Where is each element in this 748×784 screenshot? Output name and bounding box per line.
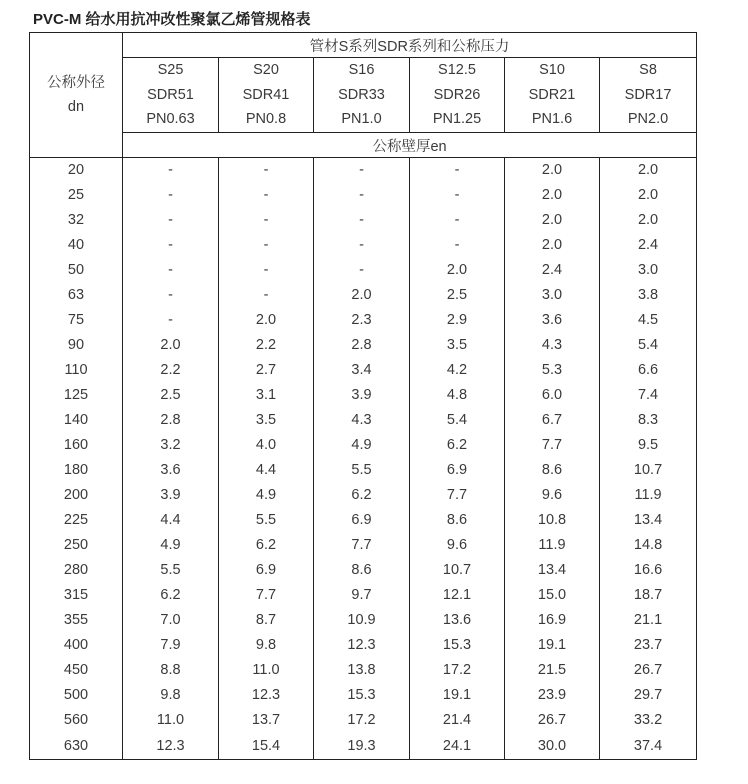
series-pn: PN1.0 [341, 111, 382, 128]
table-row [30, 458, 697, 483]
wall-thickness-cell: 2.4 [600, 233, 697, 258]
wall-thickness-cell: 2.3 [314, 308, 410, 333]
dn-cell: 25 [30, 183, 123, 208]
wall-thickness-cell: 12.3 [219, 683, 314, 708]
series-sdr: SDR41 [242, 86, 290, 103]
wall-thickness-cell: 2.8 [314, 333, 410, 358]
wall-thickness-cell: - [314, 158, 410, 184]
table-row [30, 233, 697, 258]
wall-thickness-cell: - [410, 158, 505, 184]
wall-thickness-cell: 9.6 [505, 483, 600, 508]
wall-thickness-cell: - [314, 208, 410, 233]
wall-thickness-cell: 37.4 [600, 733, 697, 760]
wall-thickness-cell: 2.0 [600, 208, 697, 233]
wall-thickness-cell: 13.7 [219, 708, 314, 733]
wall-thickness-cell: 6.9 [219, 558, 314, 583]
wall-thickness-cell: - [410, 183, 505, 208]
wall-thickness-cell: 5.5 [219, 508, 314, 533]
wall-thickness-cell: 15.0 [505, 583, 600, 608]
wall-thickness-cell: 4.9 [219, 483, 314, 508]
dn-cell: 225 [30, 508, 123, 533]
series-header-s20 [219, 58, 314, 133]
series-s: S8 [639, 62, 657, 79]
wall-thickness-cell: 2.0 [219, 308, 314, 333]
wall-thickness-cell: 4.0 [219, 433, 314, 458]
wall-thickness-cell: 2.0 [505, 183, 600, 208]
wall-thickness-cell: 4.3 [314, 408, 410, 433]
wall-thickness-cell: 4.4 [219, 458, 314, 483]
wall-thickness-cell: 2.5 [410, 283, 505, 308]
wall-thickness-cell: 3.4 [314, 358, 410, 383]
wall-thickness-cell: 8.3 [600, 408, 697, 433]
series-s: S12.5 [438, 62, 476, 79]
wall-thickness-cell: 7.7 [505, 433, 600, 458]
wall-thickness-cell: 8.6 [314, 558, 410, 583]
table-row [30, 583, 697, 608]
wall-thickness-cell: 14.8 [600, 533, 697, 558]
series-sdr: SDR33 [338, 86, 385, 103]
wall-thickness-cell: 8.8 [123, 658, 219, 683]
table-row [30, 183, 697, 208]
wall-thickness-cell: - [219, 208, 314, 233]
wall-thickness-cell: - [123, 208, 219, 233]
wall-thickness-cell: 3.0 [505, 283, 600, 308]
wall-thickness-cell: 13.4 [505, 558, 600, 583]
wall-thickness-cell: - [219, 258, 314, 283]
dn-cell: 355 [30, 608, 123, 633]
series-group-header: 管材S系列SDR系列和公称压力 [123, 33, 697, 58]
table-row [30, 533, 697, 558]
table-row [30, 508, 697, 533]
dn-label: 公称外径 [47, 75, 105, 91]
wall-thickness-cell: 33.2 [600, 708, 697, 733]
wall-thickness-cell: 2.0 [505, 158, 600, 184]
wall-thickness-cell: 4.5 [600, 308, 697, 333]
wall-thickness-cell: 2.8 [123, 408, 219, 433]
series-header-s8 [600, 58, 697, 133]
wall-thickness-cell: 10.8 [505, 508, 600, 533]
series-s: S25 [157, 62, 184, 79]
wall-thickness-cell: 13.4 [600, 508, 697, 533]
table-row [30, 633, 697, 658]
table-row [30, 258, 697, 283]
series-header-s10 [505, 58, 600, 133]
wall-thickness-cell: 21.4 [410, 708, 505, 733]
wall-thickness-cell: 4.9 [314, 433, 410, 458]
wall-thickness-cell: 5.5 [314, 458, 410, 483]
wall-thickness-cell: 10.7 [600, 458, 697, 483]
wall-thickness-cell: 13.6 [410, 608, 505, 633]
wall-thickness-cell: 30.0 [505, 733, 600, 760]
wall-thickness-cell: - [410, 233, 505, 258]
wall-thickness-cell: - [219, 233, 314, 258]
dn-header [30, 33, 123, 158]
dn-unit: dn [67, 99, 85, 115]
wall-thickness-cell: 5.5 [123, 558, 219, 583]
dn-cell: 560 [30, 708, 123, 733]
wall-thickness-cell: 2.0 [410, 258, 505, 283]
wall-thickness-cell: 6.2 [123, 583, 219, 608]
wall-thickness-cell: 7.7 [314, 533, 410, 558]
wall-thickness-cell: 11.9 [600, 483, 697, 508]
wall-thickness-cell: 18.7 [600, 583, 697, 608]
wall-thickness-cell: 26.7 [505, 708, 600, 733]
series-header-s25 [123, 58, 219, 133]
wall-thickness-cell: 3.8 [600, 283, 697, 308]
wall-thickness-cell: 6.9 [314, 508, 410, 533]
wall-thickness-cell: 12.3 [123, 733, 219, 760]
wall-thickness-cell: - [123, 283, 219, 308]
wall-thickness-cell: 12.3 [314, 633, 410, 658]
wall-thickness-cell: - [219, 158, 314, 184]
table-row [30, 658, 697, 683]
wall-thickness-header: 公称壁厚en [123, 133, 697, 158]
table-row [30, 158, 697, 184]
series-s: S16 [348, 62, 375, 79]
series-pn: PN0.63 [146, 111, 195, 128]
dn-cell: 500 [30, 683, 123, 708]
dn-cell: 125 [30, 383, 123, 408]
wall-thickness-cell: 29.7 [600, 683, 697, 708]
wall-thickness-cell: 2.0 [505, 208, 600, 233]
wall-thickness-cell: 9.8 [219, 633, 314, 658]
wall-thickness-cell: 2.0 [314, 283, 410, 308]
dn-cell: 90 [30, 333, 123, 358]
wall-thickness-cell: 23.9 [505, 683, 600, 708]
dn-cell: 75 [30, 308, 123, 333]
wall-thickness-cell: - [123, 258, 219, 283]
dn-cell: 280 [30, 558, 123, 583]
series-sdr: SDR51 [147, 86, 194, 103]
wall-thickness-cell: 19.3 [314, 733, 410, 760]
wall-thickness-cell: 7.7 [410, 483, 505, 508]
series-sdr: SDR17 [624, 86, 672, 103]
dn-cell: 200 [30, 483, 123, 508]
wall-thickness-cell: 21.5 [505, 658, 600, 683]
wall-thickness-cell: 3.0 [600, 258, 697, 283]
wall-thickness-cell: 8.6 [505, 458, 600, 483]
wall-thickness-cell: 2.0 [505, 233, 600, 258]
wall-thickness-cell: 7.4 [600, 383, 697, 408]
wall-thickness-cell: 15.3 [314, 683, 410, 708]
wall-thickness-cell: 4.4 [123, 508, 219, 533]
series-sdr: SDR26 [433, 86, 481, 103]
wall-thickness-cell: 3.9 [314, 383, 410, 408]
wall-thickness-cell: 15.4 [219, 733, 314, 760]
wall-thickness-cell: 5.4 [600, 333, 697, 358]
wall-thickness-cell: 9.7 [314, 583, 410, 608]
wall-thickness-cell: 15.3 [410, 633, 505, 658]
wall-thickness-cell: 7.9 [123, 633, 219, 658]
wall-thickness-cell: - [314, 258, 410, 283]
series-header-s16 [314, 58, 410, 133]
wall-thickness-cell: 9.5 [600, 433, 697, 458]
series-pn: PN1.6 [531, 111, 573, 128]
wall-thickness-cell: 9.8 [123, 683, 219, 708]
table-row [30, 283, 697, 308]
wall-thickness-cell: 2.7 [219, 358, 314, 383]
dn-cell: 32 [30, 208, 123, 233]
wall-thickness-cell: 6.9 [410, 458, 505, 483]
wall-thickness-cell: 6.6 [600, 358, 697, 383]
wall-thickness-cell: - [410, 208, 505, 233]
wall-thickness-cell: 16.9 [505, 608, 600, 633]
wall-thickness-cell: 16.6 [600, 558, 697, 583]
wall-thickness-cell: 24.1 [410, 733, 505, 760]
dn-cell: 50 [30, 258, 123, 283]
wall-thickness-cell: 19.1 [505, 633, 600, 658]
table-row [30, 333, 697, 358]
wall-thickness-cell: 17.2 [410, 658, 505, 683]
wall-thickness-cell: 7.0 [123, 608, 219, 633]
dn-cell: 63 [30, 283, 123, 308]
dn-cell: 315 [30, 583, 123, 608]
table-title: PVC-M 给水用抗冲改性聚氯乙烯管规格表 [33, 11, 311, 28]
dn-cell: 110 [30, 358, 123, 383]
wall-thickness-cell: 7.7 [219, 583, 314, 608]
series-pn: PN2.0 [627, 111, 669, 128]
wall-thickness-cell: 4.2 [410, 358, 505, 383]
dn-cell: 450 [30, 658, 123, 683]
wall-thickness-cell: 6.2 [219, 533, 314, 558]
wall-thickness-cell: - [123, 183, 219, 208]
wall-thickness-cell: 13.8 [314, 658, 410, 683]
wall-thickness-cell: 26.7 [600, 658, 697, 683]
table-row [30, 208, 697, 233]
wall-thickness-cell: 17.2 [314, 708, 410, 733]
table-row [30, 733, 697, 760]
wall-thickness-cell: 3.5 [410, 333, 505, 358]
dn-cell: 250 [30, 533, 123, 558]
wall-thickness-cell: 11.0 [123, 708, 219, 733]
wall-thickness-cell: 2.5 [123, 383, 219, 408]
series-s: S10 [539, 62, 565, 79]
wall-thickness-cell: 3.1 [219, 383, 314, 408]
wall-thickness-cell: 8.7 [219, 608, 314, 633]
series-pn: PN0.8 [245, 111, 287, 128]
series-s: S20 [253, 62, 279, 79]
wall-thickness-cell: - [123, 158, 219, 184]
wall-thickness-cell: 19.1 [410, 683, 505, 708]
wall-thickness-cell: 2.0 [600, 183, 697, 208]
table-row [30, 683, 697, 708]
wall-thickness-cell: - [219, 183, 314, 208]
wall-thickness-cell: 3.5 [219, 408, 314, 433]
dn-cell: 400 [30, 633, 123, 658]
wall-thickness-cell: 2.2 [219, 333, 314, 358]
dn-cell: 140 [30, 408, 123, 433]
wall-thickness-cell: 3.9 [123, 483, 219, 508]
dn-cell: 630 [30, 733, 123, 760]
wall-thickness-cell: - [314, 233, 410, 258]
table-row [30, 408, 697, 433]
table-row [30, 608, 697, 633]
table-row [30, 558, 697, 583]
wall-thickness-cell: 6.2 [410, 433, 505, 458]
dn-cell: 180 [30, 458, 123, 483]
wall-thickness-cell: 11.0 [219, 658, 314, 683]
wall-thickness-cell: 10.7 [410, 558, 505, 583]
wall-thickness-cell: 4.9 [123, 533, 219, 558]
table-row [30, 483, 697, 508]
dn-cell: 20 [30, 158, 123, 184]
wall-thickness-cell: 3.6 [505, 308, 600, 333]
wall-thickness-cell: 2.0 [600, 158, 697, 184]
wall-thickness-cell: 8.6 [410, 508, 505, 533]
wall-thickness-cell: 2.9 [410, 308, 505, 333]
wall-thickness-cell: - [123, 308, 219, 333]
table-row [30, 433, 697, 458]
wall-thickness-cell: 10.9 [314, 608, 410, 633]
series-sdr: SDR21 [528, 86, 576, 103]
wall-thickness-cell: - [314, 183, 410, 208]
wall-thickness-cell: 6.7 [505, 408, 600, 433]
pipe-spec-table [29, 32, 697, 760]
table-row [30, 708, 697, 733]
table-row [30, 358, 697, 383]
wall-thickness-cell: 5.4 [410, 408, 505, 433]
table-row [30, 308, 697, 333]
dn-cell: 160 [30, 433, 123, 458]
wall-thickness-cell: 9.6 [410, 533, 505, 558]
wall-thickness-cell: 23.7 [600, 633, 697, 658]
wall-thickness-cell: 3.2 [123, 433, 219, 458]
wall-thickness-cell: 2.0 [123, 333, 219, 358]
wall-thickness-cell: 2.4 [505, 258, 600, 283]
wall-thickness-cell: 6.0 [505, 383, 600, 408]
table-row [30, 383, 697, 408]
wall-thickness-cell: 5.3 [505, 358, 600, 383]
dn-cell: 40 [30, 233, 123, 258]
wall-thickness-cell: 12.1 [410, 583, 505, 608]
series-pn: PN1.25 [432, 111, 482, 128]
wall-thickness-cell: 4.3 [505, 333, 600, 358]
wall-thickness-cell: 11.9 [505, 533, 600, 558]
wall-thickness-cell: - [123, 233, 219, 258]
series-header-s12.5 [410, 58, 505, 133]
wall-thickness-cell: 4.8 [410, 383, 505, 408]
wall-thickness-cell: 3.6 [123, 458, 219, 483]
wall-thickness-cell: 21.1 [600, 608, 697, 633]
wall-thickness-cell: 6.2 [314, 483, 410, 508]
wall-thickness-cell: - [219, 283, 314, 308]
wall-thickness-cell: 2.2 [123, 358, 219, 383]
